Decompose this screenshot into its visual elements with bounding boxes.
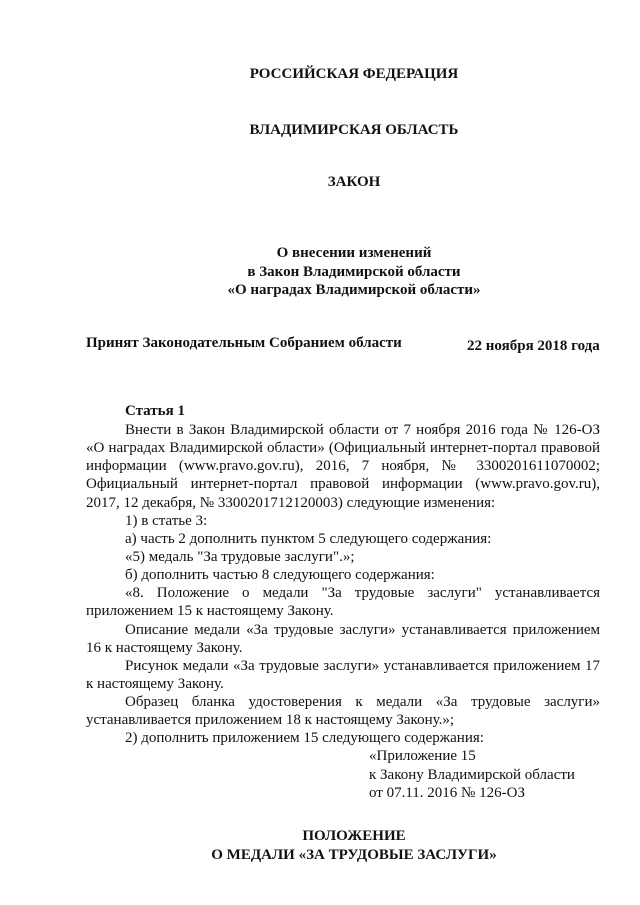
article-heading: Статья 1 — [125, 403, 185, 419]
region-heading: ВЛАДИМИРСКАЯ ОБЛАСТЬ — [249, 122, 459, 138]
law-title-line-2: в Закон Владимирской области — [247, 264, 461, 280]
appendix-line-1: «Приложение 15 — [369, 748, 476, 764]
intro-line-5: 2017, 12 декабря, № 3300201712120003) следующие изменения: — [86, 495, 496, 511]
law-title-line-3: «О наградах Владимирской области» — [227, 282, 481, 298]
picture-line-1: Рисунок медали «За трудовые заслуги» устанавливается приложением 17 — [125, 658, 600, 674]
item-1a-text: «5) медаль "За трудовые заслуги".»; — [125, 549, 355, 565]
adoption-date: 22 ноября 2018 года — [467, 338, 600, 354]
doc-type-heading: ЗАКОН — [327, 174, 381, 190]
intro-line-3: информации (www.pravo.gov.ru), 2016, 7 ноября, № 3300201611070002; — [86, 458, 600, 474]
item-1: 1) в статье 3: — [125, 513, 208, 529]
picture-line-2: к настоящему Закону. — [86, 676, 224, 692]
part8-line-1: «8. Положение о медали "За трудовые заслуги" устанавливается — [125, 585, 600, 601]
sample-line-1: Образец бланка удостоверения к медали «За трудовые заслуги» — [125, 694, 600, 710]
description-line-2: 16 к настоящему Закону. — [86, 640, 243, 656]
intro-line-2: «О наградах Владимирской области» (Официальный интернет-портал правовой — [86, 440, 600, 456]
intro-line-4: Официальный интернет-портал правовой информации (www.pravo.gov.ru), — [86, 476, 600, 492]
appendix-line-3: от 07.11. 2016 № 126-ОЗ — [369, 785, 525, 801]
part8-line-2: приложением 15 к настоящему Закону. — [86, 603, 334, 619]
item-1a: а) часть 2 дополнить пунктом 5 следующего содержания: — [125, 531, 492, 547]
regulation-title: ПОЛОЖЕНИЕ — [302, 828, 406, 844]
item-2: 2) дополнить приложением 15 следующего содержания: — [125, 730, 484, 746]
country-heading: РОССИЙСКАЯ ФЕДЕРАЦИЯ — [249, 66, 459, 82]
intro-line-1: Внести в Закон Владимирской области от 7 ноября 2016 года № 126-ОЗ — [125, 422, 600, 438]
regulation-subtitle: О МЕДАЛИ «ЗА ТРУДОВЫЕ ЗАСЛУГИ» — [211, 847, 497, 863]
sample-line-2: устанавливается приложением 18 к настоящему Закону.»; — [86, 712, 455, 728]
appendix-line-2: к Закону Владимирской области — [369, 767, 575, 783]
description-line-1: Описание медали «За трудовые заслуги» устанавливается приложением — [125, 622, 600, 638]
adoption-text: Принят Законодательным Собранием области — [86, 335, 402, 351]
item-1b: б) дополнить частью 8 следующего содержания: — [125, 567, 435, 583]
law-title-line-1: О внесении изменений — [276, 245, 432, 261]
